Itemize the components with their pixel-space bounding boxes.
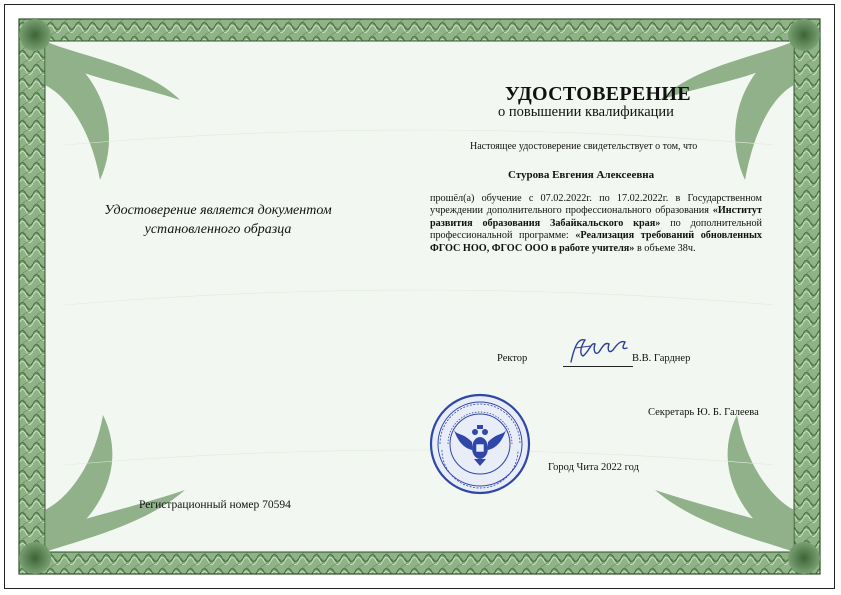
- recipient-name: Стурова Евгения Алексеевна: [508, 169, 655, 181]
- body-part-1: прошёл(а) обучение с 07.02.2022г. по 17.02.2022г. в Государственном учреждении дополнительного профессионального образования: [430, 193, 762, 217]
- rector-label: Ректор: [497, 353, 528, 364]
- document-subtitle: о повышении квалификации: [498, 104, 674, 120]
- ornamental-border: [5, 5, 834, 588]
- body-part-3: в объеме 38ч.: [634, 242, 696, 254]
- training-description: [430, 193, 762, 255]
- program-name: «Реализация требований обновленных ФГОС НОО, ФГОС ООО в работе учителя»: [430, 230, 762, 254]
- certificate-sheet: [4, 4, 835, 589]
- validity-note: Удостоверение является документом установленного образца: [104, 203, 332, 237]
- secretary-name: Секретарь Ю. Б. Галеева: [648, 407, 759, 418]
- handwritten-signature-icon: [565, 332, 635, 368]
- body-part-2: по дополнительной профессиональной программе:: [430, 217, 762, 242]
- russian-coat-of-arms-seal-icon: [428, 392, 532, 496]
- document-title: УДОСТОВЕРЕНИЕ: [505, 83, 691, 105]
- rector-name: В.В. Гарднер: [632, 353, 691, 364]
- registration-number: Регистрационный номер 70594: [139, 499, 291, 511]
- city-and-year: Город Чита 2022 год: [548, 462, 639, 473]
- intro-text: Настоящее удостоверение свидетельствует о том, что: [470, 141, 698, 152]
- institution-name: «Институт развития образования Забайкальского края»: [430, 205, 762, 229]
